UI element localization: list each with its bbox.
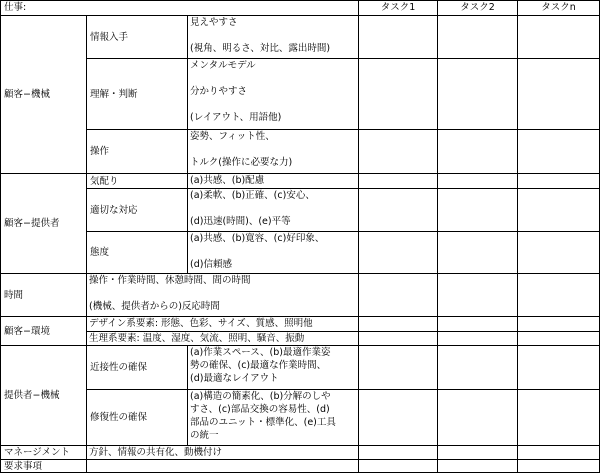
task-header-cell [517,0,600,16]
group-label-cell [0,173,87,274]
sub-item-label: 適切な対応 [90,205,138,216]
description-line: (a)共感、(b)配慮 [190,175,265,186]
task-empty-cell [437,15,518,59]
task-empty-cell [517,173,600,189]
task-empty-cell [358,445,438,460]
task-empty-cell [437,273,518,317]
task-empty-cell [437,445,518,460]
description-cell [187,58,359,130]
sub-item-cell [86,231,188,274]
task-empty-cell [437,58,518,130]
task-empty-cell [437,231,518,274]
task-empty-cell [437,345,518,390]
task-header: タスクn [541,2,576,13]
description-line: (機械、提供者からの)反応時間 [89,301,220,312]
task-empty-cell [358,345,438,390]
group-label-cell [0,316,87,346]
task-empty-cell [358,273,438,317]
description-line: デザイン系要素: 形態、色彩、サイズ、質感、照明他 [89,318,313,329]
sub-item-cell [86,188,188,232]
sub-item-label: 理解・判断 [90,89,138,100]
description-cell [86,331,359,346]
sub-item-cell [86,345,188,390]
task-header-cell [358,0,438,16]
task-empty-cell [437,459,518,473]
task-empty-cell [517,129,600,174]
description-line: メンタルモデル [190,60,256,71]
task-empty-cell [358,58,438,130]
description-cell [86,273,359,317]
description-line: (レイアウト、用語他) [190,112,282,123]
sub-item-label: 情報入手 [90,32,129,43]
task-empty-cell [517,445,600,460]
description-line: 見えやすさ [190,17,238,28]
description-line: 方針、情報の共有化、動機付け [89,447,223,458]
task-empty-cell [437,188,518,232]
task-empty-cell [517,345,600,390]
group-label: マネージメント [4,447,71,458]
task-empty-cell [517,459,600,473]
task-empty-cell [517,273,600,317]
sub-item-cell [86,58,188,130]
task-empty-cell [517,331,600,346]
task-empty-cell [437,389,518,446]
description-line: (視角、明るさ、対比、露出時間) [190,43,331,54]
description-cell [187,345,359,390]
sub-item-label: 修復性の確保 [90,412,148,423]
sub-item-cell [86,15,188,59]
task-empty-cell [437,173,518,189]
description-cell [86,459,359,473]
task-empty-cell [358,15,438,59]
description-line: (d)最適なレイアウト [190,373,279,384]
task-header: タスク1 [380,2,416,13]
description-line: 操作・作業時間、休憩時間、間の時間 [89,275,251,286]
description-line: すさ、(c)部品交換の容易性、(d) [190,404,330,415]
sheet-title: 仕事: [4,2,27,13]
sub-item-label: 態度 [90,247,110,258]
task-empty-cell [517,15,600,59]
group-label: 顧客−機械 [4,89,50,100]
description-cell [187,188,359,232]
description-line: (a)柔軟、(b)正確、(c)安心、 [190,190,315,201]
description-cell [187,389,359,446]
task-empty-cell [358,389,438,446]
task-empty-cell [437,129,518,174]
group-label-cell [0,273,87,317]
description-line: (d)信頼感 [190,259,232,270]
description-line: 姿勢、フィット性、 [190,131,275,142]
description-cell [187,231,359,274]
group-label: 顧客−環境 [4,326,50,337]
task-empty-cell [517,316,600,332]
task-empty-cell [358,188,438,232]
sub-item-cell [86,173,188,189]
description-line: の統一 [190,430,219,441]
description-line: (a)構造の簡素化、(b)分解のしや [190,391,331,402]
task-empty-cell [517,188,600,232]
description-line: (a)共感、(b)寛容、(c)好印象、 [190,233,325,244]
task-empty-cell [437,331,518,346]
group-label-cell [0,459,87,473]
task-empty-cell [517,389,600,446]
description-cell [187,129,359,174]
task-empty-cell [358,316,438,332]
sub-item-cell [86,389,188,446]
sub-item-label: 操作 [90,146,110,157]
description-cell [86,316,359,332]
group-label-cell [0,15,87,174]
group-label: 顧客−提供者 [4,218,60,229]
description-line: 分かりやすさ [190,86,248,97]
task-empty-cell [358,459,438,473]
group-label-cell [0,445,87,460]
task-empty-cell [517,231,600,274]
task-empty-cell [358,331,438,346]
description-cell [86,445,359,460]
task-header-cell [437,0,518,16]
sheet-title-cell [0,0,359,16]
description-line: 生理系要素: 温度、湿度、気流、照明、騒音、振動 [89,333,305,344]
task-empty-cell [358,231,438,274]
task-empty-cell [437,316,518,332]
group-label: 時間 [4,290,24,301]
group-label: 提供者−機械 [4,390,60,401]
sub-item-cell [86,129,188,174]
sub-item-label: 気配り [90,176,119,187]
description-line: 部品のユニット・標準化、(e)工具 [190,417,336,428]
sub-item-label: 近接性の確保 [90,362,148,373]
task-empty-cell [517,58,600,130]
description-cell [187,173,359,189]
description-line: トルク(操作に必要な力) [190,157,293,168]
description-line: (a)作業スペース、(b)最適作業姿 [190,347,331,358]
task-empty-cell [358,173,438,189]
group-label: 要求事項 [4,461,43,472]
description-line: 勢の確保、(c)最適な作業時間、 [190,360,327,371]
description-line: (d)迅速(時間)、(e)平等 [190,216,291,227]
group-label-cell [0,345,87,446]
task-header: タスク2 [460,2,495,13]
description-cell [187,15,359,59]
task-empty-cell [358,129,438,174]
